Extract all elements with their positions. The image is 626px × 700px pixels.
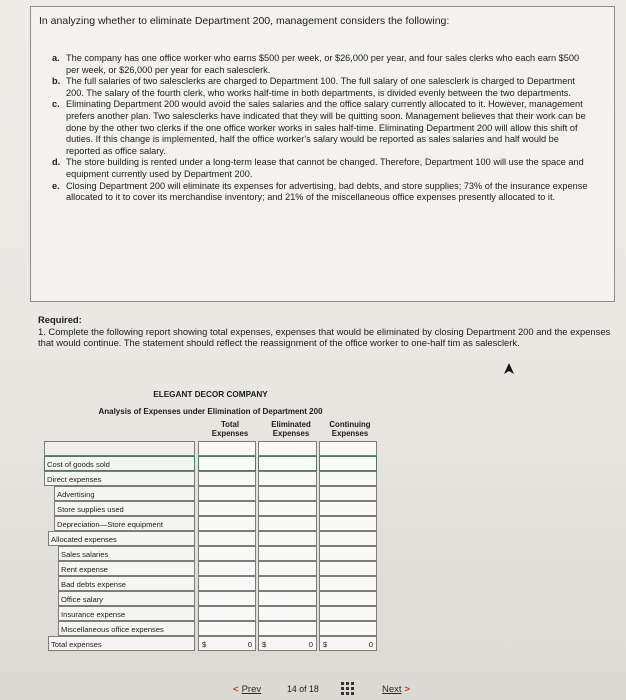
amount-input[interactable] <box>198 576 256 591</box>
amount-input[interactable] <box>319 501 377 516</box>
amount-input[interactable] <box>258 621 317 636</box>
column-header-continuing: Continuing Expenses <box>329 420 371 438</box>
item-text: Closing Department 200 will eliminate its expenses for advertising, bad debts, and store supplies; 73% of the insurance expense allocated to it to cover its merchandise inventory; and 21% of the miscellaneous office expenses presently allocated to it. <box>66 180 588 203</box>
required-heading: Required: <box>38 314 82 325</box>
total-row <box>44 636 377 651</box>
list-item <box>52 99 592 157</box>
item-letter: e. <box>52 180 60 191</box>
table-row <box>44 546 377 561</box>
total-value: 0 <box>247 640 252 649</box>
row-label: Direct expenses <box>44 471 195 486</box>
row-label: Sales salaries <box>58 546 195 561</box>
table-row <box>44 576 377 591</box>
next-button[interactable] <box>382 684 413 695</box>
amount-input[interactable] <box>258 531 317 546</box>
item-letter: b. <box>52 76 61 87</box>
row-label-input[interactable]: Cost of goods sold <box>44 456 195 471</box>
row-label: Store supplies used <box>54 501 195 516</box>
amount-input[interactable] <box>319 621 377 636</box>
amount-input[interactable] <box>198 486 256 501</box>
item-text: The full salaries of two salesclerks are charged to Department 100. The full salary of one salesclerk is charged to Department 200. The salary of the fourth clerk, who works half-time in both departments, is divided evenly between the two departments. <box>66 76 575 98</box>
amount-input[interactable] <box>198 606 256 621</box>
total-amount <box>198 636 256 651</box>
amount-input[interactable] <box>319 516 377 531</box>
table-row <box>44 486 377 501</box>
amount-input[interactable] <box>198 516 256 531</box>
table-row <box>44 516 377 531</box>
table-row <box>44 501 377 516</box>
amount-input[interactable] <box>258 561 317 576</box>
column-header-total: Total Expenses <box>211 420 249 438</box>
considerations-list <box>52 53 592 204</box>
prev-label: Prev <box>241 684 262 695</box>
amount-input[interactable] <box>258 606 317 621</box>
amount-input[interactable] <box>258 546 317 561</box>
currency-symbol: $ <box>202 640 207 649</box>
amount-input[interactable] <box>258 441 317 456</box>
amount-input[interactable] <box>258 471 317 486</box>
amount-input[interactable] <box>319 531 377 546</box>
required-section <box>38 314 623 349</box>
amount-input[interactable] <box>258 486 317 501</box>
table-row <box>44 591 377 606</box>
amount-input[interactable] <box>319 456 377 471</box>
amount-input[interactable] <box>319 606 377 621</box>
item-letter: c. <box>52 99 60 110</box>
eliminated-total-value: 0 <box>308 640 313 649</box>
list-item <box>52 76 592 99</box>
item-text: Eliminating Department 200 would avoid the sales salaries and the office salary currently allocated to it. However, management prefers another plan. Two salesclerks have indicated that they will be quitting soon. Management believes that their work can be done by the other two clerks if the one office worker works in sales half-time. Eliminating Department 200 will allow this shift of duties. If this change is implemented, half the office worker's salary would be reported as sales salaries and half would be reported as office salary. <box>66 99 586 156</box>
next-label: Next <box>382 684 402 695</box>
table-row <box>44 456 377 471</box>
row-label: Depreciation—Store equipment <box>54 516 195 531</box>
currency-symbol: $ <box>262 640 267 649</box>
total-label: Total expenses <box>48 636 195 651</box>
amount-input[interactable] <box>319 576 377 591</box>
row-label: Bad debts expense <box>58 576 195 591</box>
grid-icon[interactable] <box>341 682 354 695</box>
row-label: Miscellaneous office expenses <box>58 621 195 636</box>
amount-input[interactable] <box>319 546 377 561</box>
list-item <box>52 53 592 76</box>
row-label: Office salary <box>58 591 195 606</box>
amount-input[interactable] <box>198 531 256 546</box>
item-text: The store building is rented under a long-term lease that cannot be changed. Therefore, Department 100 will use the space and equipment currently used by Department 200. <box>66 157 584 179</box>
amount-input[interactable] <box>198 621 256 636</box>
amount-input[interactable] <box>198 501 256 516</box>
row-label: Advertising <box>54 486 195 501</box>
column-header-eliminated: Eliminated Expenses <box>271 420 311 438</box>
amount-input[interactable] <box>198 546 256 561</box>
amount-input[interactable] <box>319 591 377 606</box>
amount-input[interactable] <box>258 576 317 591</box>
table-row <box>44 621 377 636</box>
amount-input[interactable] <box>258 456 317 471</box>
amount-input[interactable] <box>198 456 256 471</box>
table-row <box>44 531 377 546</box>
item-letter: d. <box>52 157 61 168</box>
amount-input[interactable] <box>198 561 256 576</box>
amount-input[interactable] <box>319 561 377 576</box>
amount-input[interactable] <box>319 471 377 486</box>
item-text: The company has one office worker who earns $500 per week, or $26,000 per year, and four sales clerks who each earn $500 per week, or $26,000 per year for each salesclerk. <box>66 53 580 75</box>
table-row <box>44 561 377 576</box>
item-letter: a. <box>52 53 60 63</box>
pagination-bar <box>0 676 626 700</box>
table-row <box>44 606 377 621</box>
continuing-total-amount <box>319 636 377 651</box>
list-item <box>52 157 592 180</box>
amount-input[interactable] <box>198 471 256 486</box>
amount-input[interactable] <box>319 441 377 456</box>
amount-input[interactable] <box>258 516 317 531</box>
chevron-right-icon: > <box>404 684 411 695</box>
report-title: Analysis of Expenses under Elimination of Department 200 <box>98 407 323 416</box>
row-label: Rent expense <box>58 561 195 576</box>
amount-input[interactable] <box>198 441 256 456</box>
continuing-total-value: 0 <box>368 640 373 649</box>
row-label <box>44 441 195 456</box>
amount-input[interactable] <box>258 591 317 606</box>
amount-input[interactable] <box>258 501 317 516</box>
list-item <box>52 181 592 204</box>
amount-input[interactable] <box>319 486 377 501</box>
report-company-name: ELEGANT DECOR COMPANY <box>153 390 268 399</box>
eliminated-total-amount <box>258 636 317 651</box>
page-indicator: 14 of 18 <box>287 684 319 694</box>
table-row <box>44 441 377 456</box>
mouse-cursor-icon <box>503 362 515 376</box>
table-row <box>44 471 377 486</box>
prev-button[interactable] <box>230 684 261 695</box>
chevron-left-icon: < <box>233 684 239 695</box>
amount-input[interactable] <box>198 591 256 606</box>
row-label: Insurance expense <box>58 606 195 621</box>
currency-symbol: $ <box>323 640 328 649</box>
row-label: Allocated expenses <box>48 531 195 546</box>
required-instructions: 1. Complete the following report showing total expenses, expenses that would be eliminated by closing Department 200 and the expenses that would continue. The statement should reflect the reassignment of the office worker to one-half tim as salesclerk. <box>38 325 611 349</box>
problem-intro: In analyzing whether to eliminate Department 200, management considers the following: <box>39 15 450 27</box>
